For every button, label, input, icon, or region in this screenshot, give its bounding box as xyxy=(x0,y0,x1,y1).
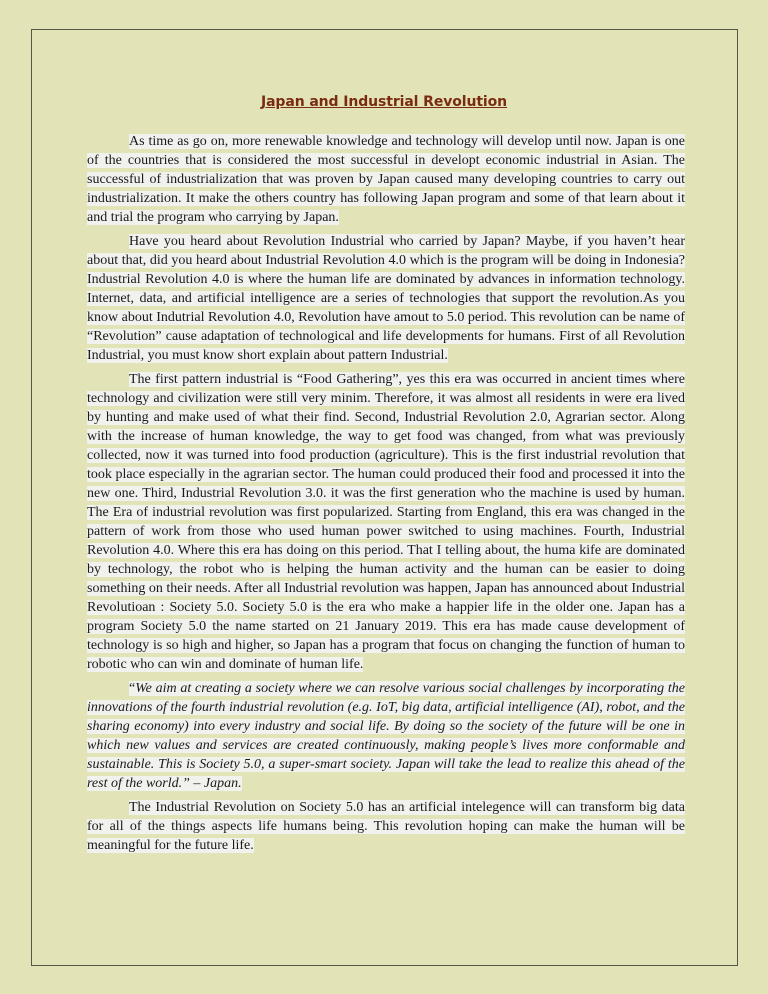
quote-open-mark: “ xyxy=(129,681,136,696)
quote-text: We aim at creating a society where we can resolve various social challenges by incorporating the innovations of the fourth industrial revolution (e.g. IoT, big data, artificial intelligence (AI), robot, and the sharing economy) into every industry and social life. By doing so the society of the future will be one in which new values and services are created continuously, making people’s lives more conformable and sustainable. This is Society 5.0, a super-smart society. Japan will take the lead to realize this ahead of the rest of the world.” – Japan. xyxy=(87,681,685,791)
paragraph-closing-text: The Industrial Revolution on Society 5.0 has an artificial intelegence will can transform big data for all of the things aspects life humans being. This revolution hoping can make the human will be meaningful for the future life. xyxy=(87,800,685,853)
paragraph-revolution-industrial xyxy=(87,232,685,365)
paragraph-patterns xyxy=(87,370,685,674)
paragraph-quote xyxy=(87,679,685,793)
paragraph-closing xyxy=(87,798,685,855)
paragraph-intro-text: As time as go on, more renewable knowledge and technology will develop until now. Japan is one of the countries that is considered the most successful in developt economic industrial in Asian. The successful of industrialization that was proven by Japan caused many developing countries to carry out industrialization. It make the others country has following Japan program and some of that learn about it and trial the program who carrying by Japan. xyxy=(87,134,685,225)
document-body xyxy=(87,132,685,860)
page-title: Japan and Industrial Revolution xyxy=(260,94,508,110)
paragraph-intro xyxy=(87,132,685,227)
paragraph-patterns-text: The first pattern industrial is “Food Gathering”, yes this era was occurred in ancient times where technology and civilization were still very minim. Therefore, it was almost all residents in were era lived by hunting and make used of what their find. Second, Industrial Revolution 2.0, Agrarian sector. Along with the increase of human knowledge, the way to get food was changed, from what was previously collected, now it was turned into food production (agriculture). This is the first industrial revolution that took place especially in the agrarian sector. The human could produced their food and processed it into the new one. Third, Industrial Revolution 3.0. it was the first generation who the machine is used by human. The Era of industrial revolution was first popularized. Starting from England, this era was changed in the pattern of work from those who used human power switched to using machines. Fourth, Industrial Revolution 4.0. Where this era has doing on this period. That I telling about, the huma kife are dominated by technology, the robot who is helping the human activity and the human can be easier to doing something on their needs. After all Industrial revolution was happen, Japan has announced about Industrial Revolutioan : Society 5.0. Society 5.0 is the era who make a happier life in the older one. Japan has a program Society 5.0 the name started on 21 January 2019. This era has made cause development of technology is so high and higher, so Japan has a program that focus on changing the function of human to robotic who can win and dominate of human life. xyxy=(87,372,685,672)
paragraph-revolution-industrial-text: Have you heard about Revolution Industrial who carried by Japan? Maybe, if you haven’t hear about that, did you heard about Industrial Revolution 4.0 which is the program will be doing in Indonesia? Industrial Revolution 4.0 is where the human life are dominated by advances in information technology. Internet, data, and artificial intelligence are a series of technologies that support the revolution.As you know about Indutrial Revolution 4.0, Revolution have amout to 5.0 period. This revolution can be name of “Revolution” cause adaptation of technological and life developments for humans. First of all Revolution Industrial, you must know short explain about pattern Industrial. xyxy=(87,234,685,363)
